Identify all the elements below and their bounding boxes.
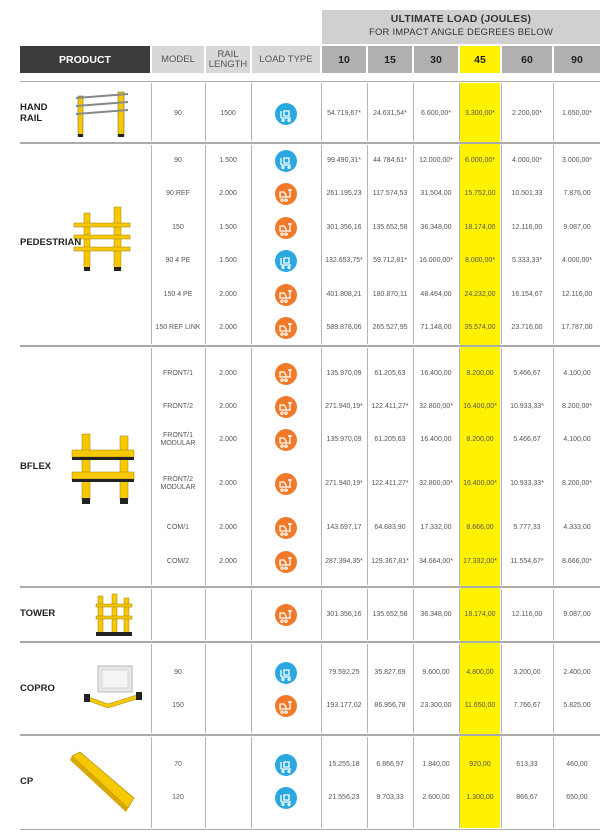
load-value-angle-60: 12.116,00 [511,611,543,618]
tower-image [92,592,136,638]
load-value-angle-10: 271.940,19* [325,403,363,410]
rail-length-cell: 2.000 [219,524,237,531]
load-value-angle-45: 18.174,00 [464,224,496,231]
load-value-angle-15: 135.652,58 [372,224,408,231]
column-divider [251,589,252,640]
load-value-angle-90: 8.200,00* [562,403,592,410]
group-top-rule [20,587,600,588]
header-angle-30: 30 [414,46,458,73]
load-value-angle-90: 650,00 [566,794,588,801]
load-value-angle-10: 589.878,06 [326,324,362,331]
vehicle-load-icon [275,284,297,306]
group-top-rule [20,81,600,82]
load-value-angle-45: 8.200,00 [466,370,494,377]
rail-length-cell: 2.000 [219,480,237,487]
model-cell: 90 [174,157,182,164]
load-value-angle-30: 16.000,00* [419,257,453,264]
column-divider [321,145,322,344]
model-cell: 150 [172,224,184,231]
rail-length-cell [206,696,250,716]
vehicle-load-icon [275,183,297,205]
product-name: COPRO [20,683,55,694]
load-value-angle-15: 24.631,54* [373,110,407,117]
load-value-angle-90: 17.787,00 [561,324,593,331]
header-angle-90: 90 [554,46,600,73]
rail-length-cell [206,755,250,775]
column-divider [321,737,322,828]
load-value-angle-45: 24.232,00 [464,291,496,298]
load-value-angle-60: 5.466,67 [513,370,541,377]
column-divider [151,145,152,344]
rail-length-cell: 2.000 [219,370,237,377]
load-value-angle-45: 8.666,00 [466,524,494,531]
model-cell: COM/1 [166,524,190,531]
load-value-angle-90: 8.200,00* [562,480,592,487]
load-value-angle-15: 122.411,27* [371,480,409,487]
load-value-angle-30: 17.332,00 [420,524,452,531]
load-value-angle-90: 9.087,00 [563,224,591,231]
rail-length-cell: 2.000 [219,190,237,197]
product-name: HAND RAIL [20,102,48,124]
load-value-angle-45: 35.574,00 [464,324,496,331]
load-value-angle-60: 10.933,33* [510,403,544,410]
rail-length-cell [206,605,250,625]
group-bottom-rule [20,829,600,830]
load-value-angle-60: 12.116,00 [511,224,543,231]
bflex-image [70,430,136,506]
load-value-angle-10: 15.255,18 [328,761,360,768]
group-top-rule [20,346,600,347]
load-value-angle-30: 32.800,00* [419,403,453,410]
copro-image [80,660,144,710]
load-value-angle-90: 1.650,00* [562,110,592,117]
load-value-angle-15: 61.205,63 [374,370,406,377]
load-value-angle-90: 4.100,00 [563,436,591,443]
product-name: CP [20,776,34,787]
hand-rail-image [74,88,130,140]
column-divider [501,737,502,828]
model-cell: FRONT/1 MODULAR [160,432,196,447]
column-divider [367,145,368,344]
load-value-angle-10: 21.556,23 [328,794,360,801]
column-divider [459,644,460,733]
column-divider [205,737,206,828]
rail-length-cell: 2.000 [219,558,237,565]
cp-image [70,750,136,816]
load-value-angle-45: 920,00 [469,761,491,768]
load-value-angle-10: 261.195,23 [326,190,362,197]
rail-length-cell: 2.000 [219,291,237,298]
column-divider [553,737,554,828]
load-value-angle-60: 16.154,67 [511,291,543,298]
header-angle-10: 10 [322,46,366,73]
load-value-angle-30: 12.000,00* [419,157,453,164]
load-value-angle-30: 48.464,00 [420,291,452,298]
load-value-angle-15: 129.367,81* [371,558,409,565]
column-divider [501,644,502,733]
load-value-angle-45: 15.752,00 [464,190,496,197]
pedestrian-load-icon [275,754,297,776]
load-value-angle-30: 36.348,00 [420,611,452,618]
load-value-angle-10: 287.394,35* [325,558,363,565]
load-value-angle-60: 2.200,00* [512,110,542,117]
model-cell: 120 [172,794,184,801]
column-divider [501,145,502,344]
rail-length-cell [206,788,250,808]
load-value-angle-10: 54.719,67* [327,110,361,117]
load-value-angle-15: 64.683,90 [374,524,406,531]
load-value-angle-10: 301.356,16 [326,224,362,231]
load-value-angle-15: 265.527,95 [372,324,408,331]
load-value-angle-15: 59.712,81* [373,257,407,264]
load-value-angle-15: 6.866,97 [376,761,404,768]
column-divider [251,644,252,733]
load-value-angle-90: 4.100,00 [563,370,591,377]
load-value-angle-60: 5.466,67 [513,436,541,443]
group-top-rule [20,735,600,736]
load-value-angle-45: 6.000,00* [465,157,495,164]
model-cell: 90 REF [166,190,190,197]
header-product: PRODUCT [20,46,150,73]
column-divider [553,644,554,733]
model-cell: 90 4 PE [165,257,191,264]
column-divider [205,145,206,344]
column-divider [151,737,152,828]
rail-length-cell: 1500 [220,110,236,117]
load-value-angle-10: 135.970,09 [326,370,362,377]
load-value-angle-60: 10.501,33 [511,190,543,197]
column-divider [553,145,554,344]
load-value-angle-60: 7.766,67 [513,702,541,709]
column-divider [413,644,414,733]
load-value-angle-90: 4.333,00 [563,524,591,531]
vehicle-load-icon [275,604,297,626]
load-value-angle-30: 34.664,00* [419,558,453,565]
vehicle-load-icon [275,396,297,418]
model-cell: 90 [174,110,182,117]
load-value-angle-10: 143.697,17 [326,524,362,531]
column-divider [413,145,414,344]
rail-length-cell: 1.500 [219,257,237,264]
column-divider [251,737,252,828]
column-divider [367,644,368,733]
load-value-angle-60: 3.200,00 [513,669,541,676]
load-value-angle-10: 135.970,09 [326,436,362,443]
column-divider [205,644,206,733]
rail-length-cell: 1.500 [219,157,237,164]
model-cell [152,605,204,625]
load-value-angle-45: 16.400,00* [463,403,497,410]
vehicle-load-icon [275,317,297,339]
load-value-angle-45: 18.174,00 [464,611,496,618]
product-name: BFLEX [20,461,52,472]
model-cell: 150 4 PE [163,291,193,298]
header-rail-length: RAIL LENGTH [206,46,250,73]
load-value-angle-30: 32.800,00* [419,480,453,487]
column-divider [251,348,252,585]
load-value-angle-60: 23.716,00 [511,324,543,331]
ultimate-load-subtitle: FOR IMPACT ANGLE DEGREES BELOW [368,27,554,38]
product-name: TOWER [20,608,56,619]
vehicle-load-icon [275,473,297,495]
model-cell: 150 REF LINK [155,324,201,331]
load-value-angle-45: 17.332,00* [463,558,497,565]
load-value-angle-90: 460,00 [566,761,588,768]
load-value-angle-30: 9.600,00 [422,669,450,676]
column-divider [413,737,414,828]
rail-length-cell: 2.000 [219,324,237,331]
load-value-angle-90: 2.400,00 [563,669,591,676]
header-angle-60: 60 [502,46,552,73]
vehicle-load-icon [275,363,297,385]
column-divider [251,83,252,141]
ultimate-load-header [322,10,600,44]
load-value-angle-90: 4.000,00* [562,257,592,264]
load-value-angle-45: 8.000,00* [465,257,495,264]
column-divider [459,737,460,828]
column-divider [367,737,368,828]
pedestrian-load-icon [275,103,297,125]
pedestrian-load-icon [275,150,297,172]
model-cell: 150 [172,702,184,709]
load-value-angle-45: 1.300,00 [466,794,494,801]
model-cell: COM/2 [166,558,190,565]
load-value-angle-30: 23.300,00 [420,702,452,709]
model-cell: FRONT/1 [163,370,193,377]
load-value-angle-10: 79.592,25 [328,669,360,676]
load-value-angle-10: 99.490,31* [327,157,361,164]
load-value-angle-30: 1.840,00 [422,761,450,768]
load-value-angle-45: 4.800,00 [466,669,494,676]
load-value-angle-60: 4.000,00* [512,157,542,164]
load-value-angle-30: 71.148,00 [420,324,452,331]
ultimate-load-title: ULTIMATE LOAD (JOULES) [390,13,532,25]
load-value-angle-60: 5.777,33 [513,524,541,531]
model-cell: FRONT/2 [163,403,193,410]
load-value-angle-60: 10.933,33* [510,480,544,487]
column-divider [321,644,322,733]
pedestrian-load-icon [275,787,297,809]
column-divider [251,145,252,344]
pedestrian-load-icon [275,250,297,272]
product-name: PEDESTRIAN [20,237,82,248]
model-cell: FRONT/2 MODULAR [160,476,196,491]
vehicle-load-icon [275,217,297,239]
model-cell: 90 [174,669,182,676]
load-value-angle-60: 866,67 [516,794,538,801]
load-value-angle-90: 7.876,00 [563,190,591,197]
load-value-angle-90: 9.087,00 [563,611,591,618]
model-cell: 70 [174,761,182,768]
column-divider [459,145,460,344]
load-value-angle-60: 11.554,67* [510,558,544,565]
load-value-angle-90: 3.000,00* [562,157,592,164]
rail-length-cell: 2.000 [219,403,237,410]
load-value-angle-30: 6.600,00* [421,110,451,117]
load-value-angle-15: 35.827,69 [374,669,406,676]
vehicle-load-icon [275,429,297,451]
rail-length-cell [206,663,250,683]
vehicle-load-icon [275,695,297,717]
group-top-rule [20,143,600,144]
load-value-angle-60: 5.333,33* [512,257,542,264]
load-value-angle-10: 301.356,16 [326,611,362,618]
load-value-angle-10: 193.177,02 [326,702,362,709]
load-value-angle-90: 8.666,00* [562,558,592,565]
load-value-angle-90: 12.116,00 [561,291,593,298]
load-value-angle-45: 3.300,00* [465,110,495,117]
load-value-angle-15: 9.703,33 [376,794,404,801]
load-value-angle-15: 117.574,53 [372,190,408,197]
load-value-angle-30: 16.400,00 [420,370,452,377]
load-value-angle-15: 122.411,27* [371,403,409,410]
load-value-angle-15: 135.652,58 [372,611,408,618]
load-value-angle-15: 86.956,78 [374,702,406,709]
header-angle-45: 45 [460,46,500,73]
load-value-angle-45: 16.400,00* [463,480,497,487]
load-value-angle-15: 61.205,63 [374,436,406,443]
header-model: MODEL [152,46,204,73]
load-value-angle-10: 271.940,19* [325,480,363,487]
load-value-angle-45: 8.200,00 [466,436,494,443]
column-divider [151,644,152,733]
vehicle-load-icon [275,517,297,539]
load-value-angle-60: 613,33 [516,761,538,768]
load-value-angle-30: 36.348,00 [420,224,452,231]
header-angle-15: 15 [368,46,412,73]
load-value-angle-15: 44.784,61* [373,157,407,164]
load-value-angle-10: 401.808,21 [326,291,362,298]
load-value-angle-15: 180.870,11 [372,291,408,298]
pedestrian-load-icon [275,662,297,684]
load-value-angle-30: 2.600,00 [422,794,450,801]
load-value-angle-30: 31.504,00 [420,190,452,197]
load-value-angle-45: 11.650,00 [464,702,496,709]
load-value-angle-10: 132.653,75* [325,257,363,264]
load-value-angle-90: 5.825,00 [563,702,591,709]
rail-length-cell: 2.000 [219,436,237,443]
vehicle-load-icon [275,551,297,573]
header-load-type: LOAD TYPE [252,46,320,73]
rail-length-cell: 1.500 [219,224,237,231]
group-top-rule [20,642,600,643]
load-value-angle-30: 16.400,00 [420,436,452,443]
